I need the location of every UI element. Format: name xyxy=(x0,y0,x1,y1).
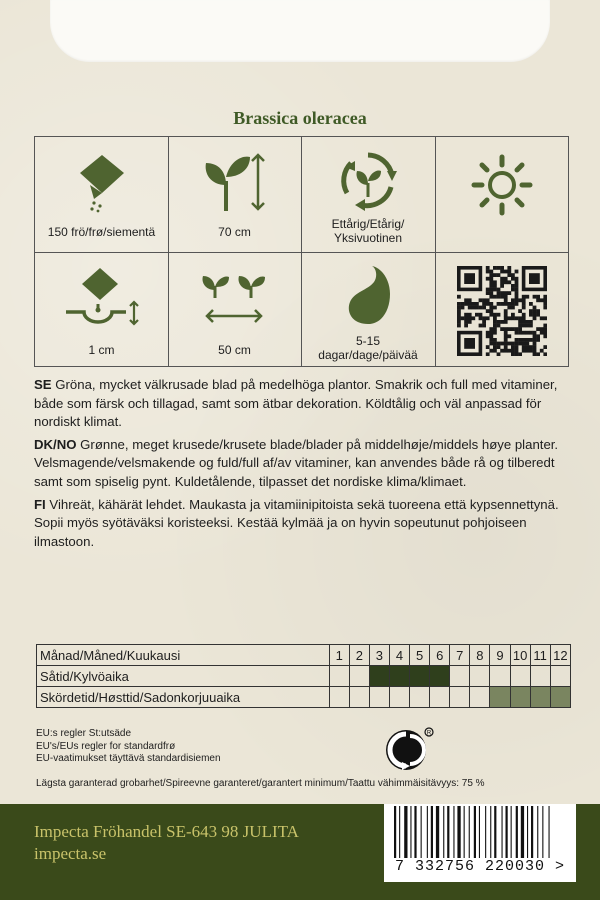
info-cell-height xyxy=(168,137,301,252)
harvest-cell-10 xyxy=(510,687,530,708)
harvest-cell-4 xyxy=(389,687,409,708)
sowing-cell-3 xyxy=(369,666,389,687)
sowing-cell-2 xyxy=(349,666,369,687)
description-text-dkno: Grønne, meget krusede/krusete blade/blader på middelhøje/middels høye planter. Velsmagende/velsmakende og fuld/full af/av vitaminer, kan anvendes både rå og tilberedt samt som spiselig pynt. Kuldetålende, tilpasset det nordiske klima/klimaet. xyxy=(34,436,559,489)
harvest-cell-5 xyxy=(410,687,430,708)
annual-cycle-icon xyxy=(337,149,399,211)
harvest-row-label: Skördetid/Høsttid/Sadonkorjuuaika xyxy=(37,687,330,708)
regulation-line: EU-vaatimukset täyttävä standardisiemen xyxy=(36,753,221,764)
sowing-depth-icon xyxy=(62,266,142,330)
month-header-9: 9 xyxy=(490,645,510,666)
month-header-3: 3 xyxy=(369,645,389,666)
regulations-block xyxy=(36,728,221,766)
barcode-number: 7 332756 220030 > xyxy=(394,858,566,875)
hang-tab-cutout xyxy=(50,0,550,62)
description-dkno xyxy=(34,436,569,492)
month-header-12: 12 xyxy=(550,645,570,666)
info-cell-sun xyxy=(435,137,568,252)
info-cell-spacing xyxy=(168,252,301,367)
regulation-line: EU's/EUs regler for standardfrø xyxy=(36,740,176,752)
calendar-header-label: Månad/Måned/Kuukausi xyxy=(37,645,330,666)
sowing-cell-8 xyxy=(470,666,490,687)
seed-packet-icon xyxy=(72,151,132,213)
lang-code-se: SE xyxy=(34,377,52,392)
germination-seed-icon xyxy=(338,262,398,326)
harvest-cell-1 xyxy=(329,687,349,708)
plant-spacing-icon xyxy=(195,270,275,330)
description-fi xyxy=(34,496,569,552)
description-text-se: Gröna, mycket välkrusade blad på medelhöga plantor. Smakrik och full med vitaminer, både som färsk och tillagad, samt som ätbar dekoration. Köldtålig och väl anpassad för nordiskt klimat. xyxy=(34,377,558,430)
month-header-5: 5 xyxy=(410,645,430,666)
seed-count-label: 150 frö/frø/siementä xyxy=(47,225,156,239)
lifecycle-text: Ettårig/Etårig/ Yksivuotinen xyxy=(331,217,405,245)
month-header-4: 4 xyxy=(389,645,409,666)
sowing-cell-10 xyxy=(510,666,530,687)
sowing-cell-6 xyxy=(430,666,450,687)
barcode-bars xyxy=(390,806,570,858)
species-name: Brassica oleracea xyxy=(233,108,367,128)
qr-code-icon[interactable] xyxy=(457,266,547,356)
month-header-11: 11 xyxy=(530,645,550,666)
company-website[interactable]: impecta.se xyxy=(34,844,107,863)
sowing-cell-5 xyxy=(410,666,430,687)
sun-icon xyxy=(470,153,534,217)
lang-code-fi: FI xyxy=(34,496,46,512)
month-header-10: 10 xyxy=(510,645,530,666)
month-header-8: 8 xyxy=(470,645,490,666)
info-cell-depth xyxy=(35,252,168,367)
sowing-cell-1 xyxy=(329,666,349,687)
harvest-cell-2 xyxy=(349,687,369,708)
info-grid xyxy=(34,136,569,367)
sowing-cell-4 xyxy=(389,666,409,687)
harvest-cell-9 xyxy=(490,687,510,708)
sowing-row-label: Såtid/Kylvöaika xyxy=(37,666,330,687)
sowing-cell-9 xyxy=(490,666,510,687)
regulation-line: EU:s regler St:utsäde xyxy=(36,728,132,739)
sowing-cell-7 xyxy=(450,666,470,687)
month-header-6: 6 xyxy=(430,645,450,666)
svg-text:R: R xyxy=(426,730,432,737)
calendar-header-row xyxy=(37,645,571,666)
harvest-cell-3 xyxy=(369,687,389,708)
month-header-2: 2 xyxy=(349,645,369,666)
harvest-cell-12 xyxy=(550,687,570,708)
month-header-1: 1 xyxy=(329,645,349,666)
barcode xyxy=(384,804,576,882)
lifecycle-label xyxy=(301,217,435,245)
germination-days-label xyxy=(301,334,435,362)
description-block xyxy=(34,376,569,555)
harvest-cell-7 xyxy=(450,687,470,708)
harvest-cell-8 xyxy=(470,687,490,708)
calendar-harvest-row xyxy=(37,687,571,708)
harvest-cell-11 xyxy=(530,687,550,708)
description-text-fi: Vihreät, kähärät lehdet. Maukasta ja vitamiinipitoista sekä tuoreena että kypsennettynä. Sopii myös syötäväksi koristeeksi. Kestää kylmää ja on hyvin sopeutunut pohjoiseen ilmastoon. xyxy=(34,496,559,549)
plant-height-icon xyxy=(200,151,270,213)
growing-calendar xyxy=(36,644,571,708)
info-cell-germination xyxy=(301,252,435,367)
spacing-label: 50 cm xyxy=(218,343,251,357)
sowing-cell-11 xyxy=(530,666,550,687)
company-address: Impecta Fröhandel SE-643 98 JULITA xyxy=(34,822,299,841)
description-se xyxy=(34,376,569,432)
calendar-sowing-row xyxy=(37,666,571,687)
sowing-cell-12 xyxy=(550,666,570,687)
info-cell-qr xyxy=(435,252,568,367)
info-cell-seeds xyxy=(35,137,168,252)
height-label: 70 cm xyxy=(218,225,251,239)
green-dot-recycle-icon xyxy=(384,726,434,776)
germination-guarantee: Lägsta garanterad grobarhet/Spireevne garanteret/garantert minimum/Taattu vähimmäisitävyys: 75 % xyxy=(36,778,485,789)
depth-label: 1 cm xyxy=(88,343,115,357)
germination-days-text: 5-15 dagar/dage/päivää xyxy=(318,334,418,362)
info-cell-lifecycle xyxy=(301,137,435,252)
harvest-cell-6 xyxy=(430,687,450,708)
lang-code-dkno: DK/NO xyxy=(34,436,77,452)
month-header-7: 7 xyxy=(450,645,470,666)
